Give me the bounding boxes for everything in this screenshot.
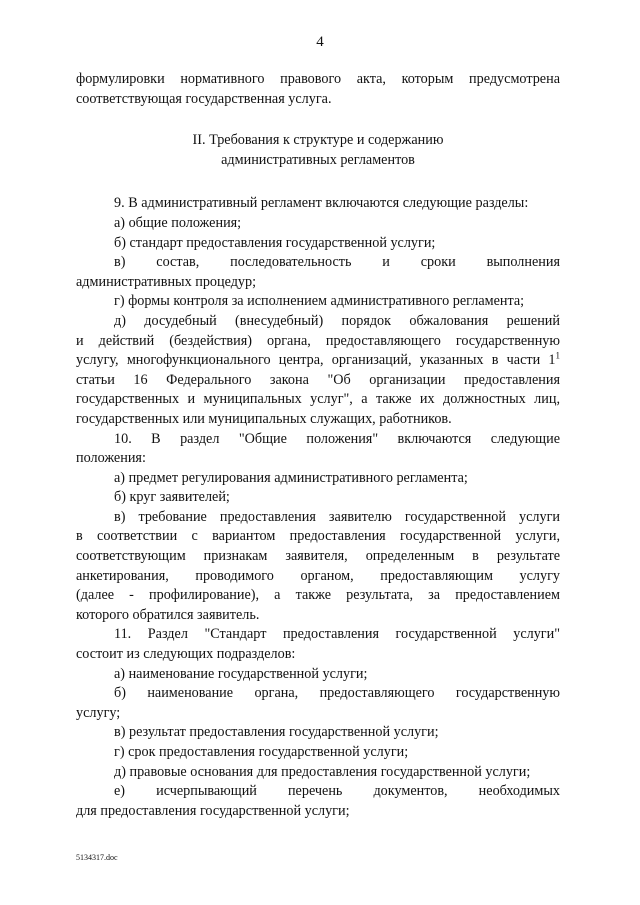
paragraph-11-cont: состоит из следующих подразделов: bbox=[76, 646, 296, 663]
intro-line: формулировки нормативного правового акта, которым предусмотрена bbox=[76, 71, 560, 87]
section-heading-line: административных регламентов bbox=[221, 151, 415, 168]
text-segment: услугу, многофункционального центра, организаций, указанных в части 1 bbox=[76, 352, 556, 369]
section-heading bbox=[76, 131, 560, 170]
list-item: а) наименование государственной услуги; bbox=[114, 665, 368, 682]
list-item: б) наименование органа, предоставляющего государственную bbox=[114, 685, 560, 702]
list-item: в) результат предоставления государственной услуги; bbox=[114, 724, 439, 741]
list-item: б) круг заявителей; bbox=[114, 489, 230, 506]
list-item: г) формы контроля за исполнением административного регламента; bbox=[114, 293, 525, 310]
list-item: б) стандарт предоставления государственной услуги; bbox=[114, 234, 436, 251]
list-item-cont bbox=[76, 351, 560, 371]
list-item-cont: государственных или муниципальных служащих, работников. bbox=[76, 410, 452, 427]
list-item-cont: соответствующим признакам заявителя, определенным в результате bbox=[76, 548, 560, 565]
paragraph-11: 11. Раздел "Стандарт предоставления государственной услуги" bbox=[114, 626, 560, 643]
list-item-cont: в соответствии с вариантом предоставления государственной услуги, bbox=[76, 528, 560, 545]
list-item: в) состав, последовательность и сроки выполнения bbox=[114, 254, 560, 271]
file-name-footer: 5134317.doc bbox=[76, 853, 118, 862]
list-item-cont: и действий (бездействия) органа, предоставляющего государственную bbox=[76, 332, 560, 349]
list-item: а) предмет регулирования административного регламента; bbox=[114, 469, 468, 486]
list-item: г) срок предоставления государственной услуги; bbox=[114, 744, 409, 760]
list-item-cont: для предоставления государственной услуги; bbox=[76, 802, 350, 819]
paragraph-10-cont: положения: bbox=[76, 450, 146, 467]
list-item-cont: государственных и муниципальных услуг", а также их должностных лиц, bbox=[76, 391, 560, 408]
list-item: д) правовые основания для предоставления государственной услуги; bbox=[114, 763, 531, 780]
intro-line: соответствующая государственная услуга. bbox=[76, 90, 332, 107]
list-item: е) исчерпывающий перечень документов, необходимых bbox=[114, 783, 560, 800]
list-item: в) требование предоставления заявителю государственной услуги bbox=[114, 508, 560, 525]
paragraph-10: 10. В раздел "Общие положения" включаются следующие bbox=[114, 430, 560, 447]
document-body bbox=[76, 70, 560, 821]
paragraph-9: 9. В административный регламент включаются следующие разделы: bbox=[114, 195, 529, 212]
list-item: д) досудебный (внесудебный) порядок обжалования решений bbox=[114, 312, 560, 329]
list-item: а) общие положения; bbox=[114, 214, 242, 231]
page-number: 4 bbox=[316, 34, 324, 50]
list-item-cont: статьи 16 Федерального закона "Об организации предоставления bbox=[76, 371, 560, 388]
list-item-cont: (далее - профилирование), а также результата, за предоставлением bbox=[76, 587, 560, 604]
list-item-cont: административных процедур; bbox=[76, 273, 257, 290]
list-item-cont: анкетирования, проводимого органом, предоставляющим услугу bbox=[76, 567, 560, 584]
list-item-cont: услугу; bbox=[76, 704, 121, 721]
superscript: 1 bbox=[555, 350, 560, 361]
section-heading-line: II. Требования к структуре и содержанию bbox=[192, 132, 444, 149]
list-item-cont: которого обратился заявитель. bbox=[76, 606, 260, 623]
